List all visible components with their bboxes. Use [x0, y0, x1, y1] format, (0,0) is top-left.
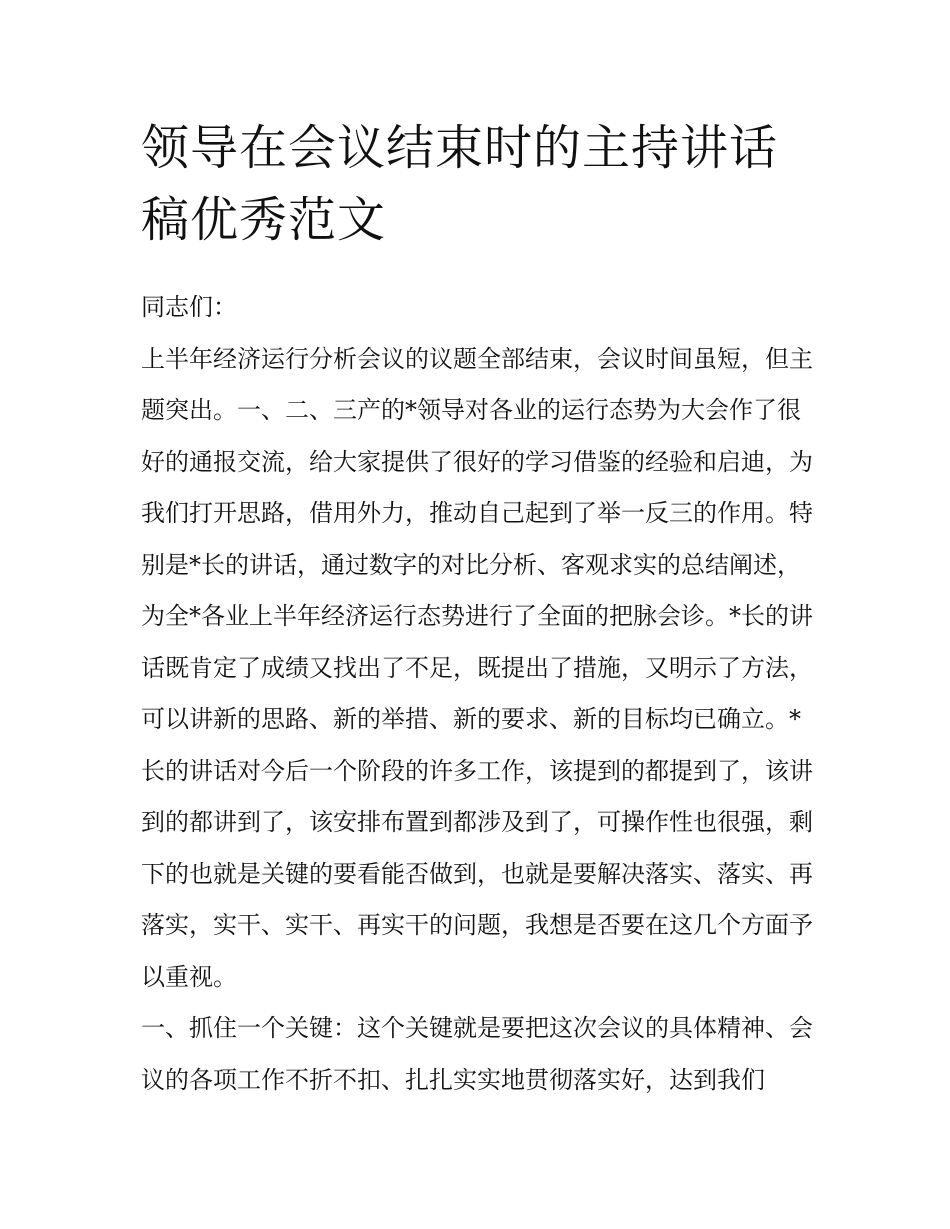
- paragraph-1: 上半年经济运行分析会议的议题全部结束，会议时间虽短，但主题突出。一、二、三产的*领导对各业的运行态势为大会作了很好的通报交流，给大家提供了很好的学习借鉴的经验和启迪，为我们打开思路，借用外力，推动自己起到了举一反三的作用。特别是*长的讲话，通过数字的对比分析、客观求实的总结阐述，为全*各业上半年经济运行态势进行了全面的把脉会诊。*长的讲话既肯定了成绩又找出了不足，既提出了措施，又明示了方法，可以讲新的思路、新的举措、新的要求、新的目标均已确立。*长的讲话对今后一个阶段的许多工作，该提到的都提到了，该讲到的都讲到了，该安排布置到都涉及到了，可操作性也很强，剩下的也就是关键的要看能否做到，也就是要解决落实、落实、再落实，实干、实干、再实干的问题，我想是否要在这几个方面予以重视。: [141, 344, 813, 991]
- document-title: 领导在会议结束时的主持讲话稿优秀范文: [141, 120, 779, 248]
- salutation: 同志们：: [141, 293, 237, 321]
- document-content: [141, 112, 813, 1106]
- paragraph-2: 一、抓住一个关键：这个关键就是要把这次会议的具体精神、会议的各项工作不折不扣、扎扎实实地贯彻落实好，达到我们: [141, 1014, 813, 1094]
- document-body: [141, 282, 813, 1106]
